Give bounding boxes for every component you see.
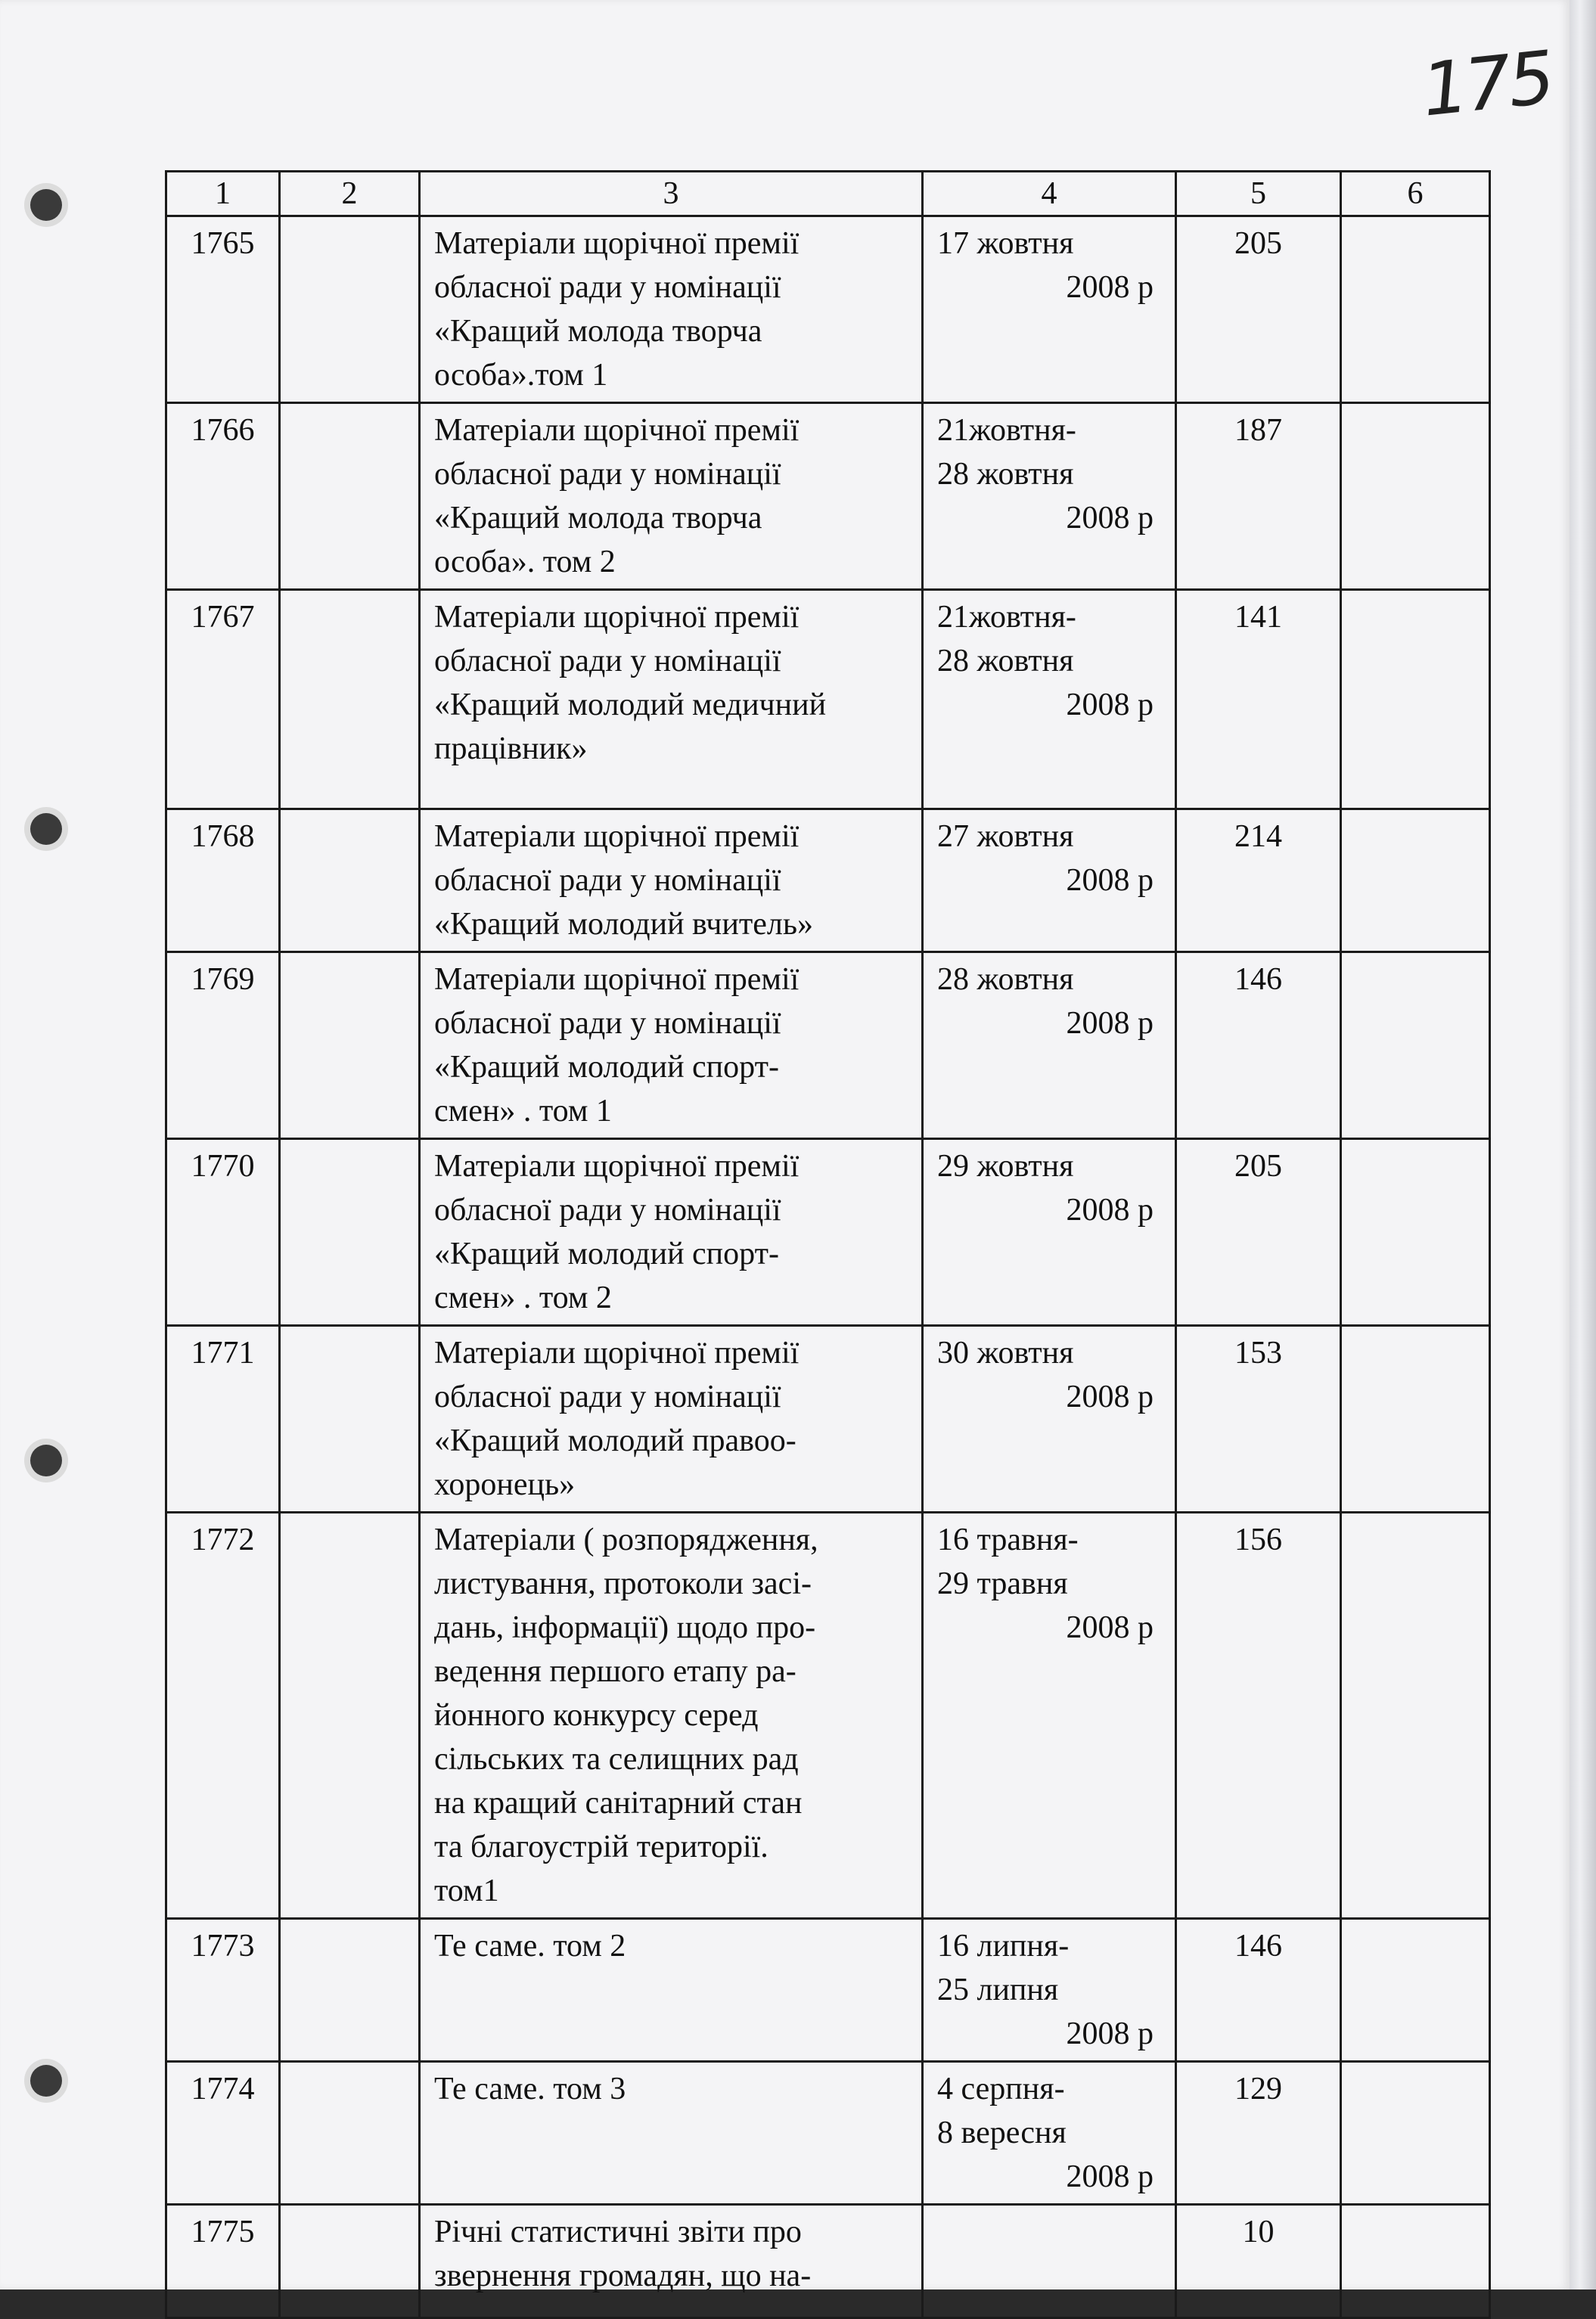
date-year: 2008 р — [1066, 2159, 1154, 2194]
case-title-cell: Матеріали щорічної премії обласної ради у номінації «Кращий молода творча особа».том 1 — [420, 216, 923, 403]
case-number-cell: 1768 — [166, 809, 280, 952]
date-range-cell — [923, 2205, 1176, 2318]
case-number-cell: 1774 — [166, 2062, 280, 2205]
col2-cell — [280, 1139, 420, 1326]
col2-cell — [280, 1919, 420, 2062]
date-year: 2008 р — [1066, 501, 1154, 536]
col2-cell — [280, 2062, 420, 2205]
notes-cell — [1341, 2062, 1490, 2205]
case-title-cell: Матеріали щорічної премії обласної ради у номінації «Кращий молодий спорт- смен» . том 2 — [420, 1139, 923, 1326]
table-row — [166, 809, 1490, 952]
table-row — [166, 403, 1490, 590]
table-row — [166, 590, 1490, 809]
col2-cell — [280, 809, 420, 952]
table-row — [166, 1513, 1490, 1919]
handwritten-page-number: 175 — [1417, 35, 1556, 133]
col2-cell — [280, 2205, 420, 2318]
notes-cell — [1341, 590, 1490, 809]
binder-hole — [30, 1445, 62, 1476]
column-header: 1 — [166, 172, 280, 216]
date-year: 2008 р — [1066, 1380, 1154, 1414]
table-row — [166, 1919, 1490, 2062]
col2-cell — [280, 216, 420, 403]
archive-inventory-table — [165, 170, 1491, 2319]
page-count-cell: 205 — [1176, 1139, 1341, 1326]
case-title-cell: Матеріали щорічної премії обласної ради у номінації «Кращий молодий спорт- смен» . том 1 — [420, 952, 923, 1139]
notes-cell — [1341, 1513, 1490, 1919]
notes-cell — [1341, 216, 1490, 403]
date-range-cell — [923, 809, 1176, 952]
date-start: 16 травня- 29 травня — [937, 1523, 1079, 1601]
notes-cell — [1341, 403, 1490, 590]
notes-cell — [1341, 952, 1490, 1139]
notes-cell — [1341, 809, 1490, 952]
notes-cell — [1341, 2205, 1490, 2318]
case-number-cell: 1769 — [166, 952, 280, 1139]
date-year: 2008 р — [1066, 1193, 1154, 1228]
case-number-cell: 1773 — [166, 1919, 280, 2062]
page-count-cell: 146 — [1176, 952, 1341, 1139]
date-range-cell — [923, 2062, 1176, 2205]
binder-hole — [30, 2065, 62, 2097]
page-count-cell: 146 — [1176, 1919, 1341, 2062]
case-title-cell: Матеріали щорічної премії обласної ради у номінації «Кращий молода творча особа». том 2 — [420, 403, 923, 590]
page-count-cell: 10 — [1176, 2205, 1341, 2318]
binder-hole — [30, 813, 62, 845]
col2-cell — [280, 403, 420, 590]
table-row — [166, 1326, 1490, 1513]
date-start: 21жовтня- 28 жовтня — [937, 600, 1076, 678]
table-row — [166, 1139, 1490, 1326]
date-year: 2008 р — [1066, 863, 1154, 898]
table-row — [166, 2062, 1490, 2205]
case-number-cell: 1767 — [166, 590, 280, 809]
case-title-cell: Те саме. том 3 — [420, 2062, 923, 2205]
case-title-cell: Матеріали щорічної премії обласної ради у номінації «Кращий молодий медичний працівник» — [420, 590, 923, 809]
page-count-cell: 214 — [1176, 809, 1341, 952]
date-range-cell — [923, 1919, 1176, 2062]
case-title-cell: Матеріали щорічної премії обласної ради у номінації «Кращий молодий вчитель» — [420, 809, 923, 952]
date-start: 27 жовтня — [937, 819, 1074, 854]
date-range-cell — [923, 1513, 1176, 1919]
date-range-cell — [923, 590, 1176, 809]
column-header: 3 — [420, 172, 923, 216]
column-header: 5 — [1176, 172, 1341, 216]
date-start: 28 жовтня — [937, 962, 1074, 997]
page-count-cell: 153 — [1176, 1326, 1341, 1513]
case-title-cell: Матеріали щорічної премії обласної ради у номінації «Кращий молодий правоо- хоронець» — [420, 1326, 923, 1513]
notes-cell — [1341, 1139, 1490, 1326]
date-year: 2008 р — [1066, 1610, 1154, 1645]
case-number-cell: 1775 — [166, 2205, 280, 2318]
date-start: 16 липня- 25 липня — [937, 1929, 1070, 2007]
column-number-header-row — [166, 172, 1490, 216]
notes-cell — [1341, 1326, 1490, 1513]
case-title-cell: Річні статистичні звіти про звернення громадян, що на- — [420, 2205, 923, 2318]
col2-cell — [280, 1513, 420, 1919]
date-year: 2008 р — [1066, 270, 1154, 305]
case-title-cell: Матеріали ( розпорядження, листування, протоколи засі- дань, інформації) щодо про- ведення першого етапу ра- йонного конкурсу серед сільських та селищних рад на кращий санітарний стан та благоустрій території. том1 — [420, 1513, 923, 1919]
date-range-cell — [923, 952, 1176, 1139]
date-start: 4 серпня- 8 вересня — [937, 2072, 1067, 2150]
page-count-cell: 141 — [1176, 590, 1341, 809]
case-number-cell: 1771 — [166, 1326, 280, 1513]
column-header: 6 — [1341, 172, 1490, 216]
date-year: 2008 р — [1066, 1006, 1154, 1041]
table-row — [166, 2205, 1490, 2318]
binder-hole — [30, 189, 62, 221]
col2-cell — [280, 952, 420, 1139]
date-start: 29 жовтня — [937, 1149, 1074, 1184]
table-row — [166, 952, 1490, 1139]
page-count-cell: 129 — [1176, 2062, 1341, 2205]
date-start: 30 жовтня — [937, 1336, 1074, 1371]
case-number-cell: 1772 — [166, 1513, 280, 1919]
page-count-cell: 205 — [1176, 216, 1341, 403]
page-count-cell: 156 — [1176, 1513, 1341, 1919]
col2-cell — [280, 1326, 420, 1513]
page-count-cell: 187 — [1176, 403, 1341, 590]
col2-cell — [280, 590, 420, 809]
case-number-cell: 1766 — [166, 403, 280, 590]
date-range-cell — [923, 1326, 1176, 1513]
date-year: 2008 р — [1066, 688, 1154, 722]
case-title-cell: Те саме. том 2 — [420, 1919, 923, 2062]
notes-cell — [1341, 1919, 1490, 2062]
date-range-cell — [923, 1139, 1176, 1326]
date-start: 21жовтня- 28 жовтня — [937, 413, 1076, 492]
page-stack-edge — [1570, 0, 1596, 2290]
column-header: 4 — [923, 172, 1176, 216]
date-start: 17 жовтня — [937, 226, 1074, 261]
date-range-cell — [923, 403, 1176, 590]
table-row — [166, 216, 1490, 403]
column-header: 2 — [280, 172, 420, 216]
case-number-cell: 1770 — [166, 1139, 280, 1326]
date-year: 2008 р — [1066, 2016, 1154, 2051]
date-range-cell — [923, 216, 1176, 403]
case-number-cell: 1765 — [166, 216, 280, 403]
